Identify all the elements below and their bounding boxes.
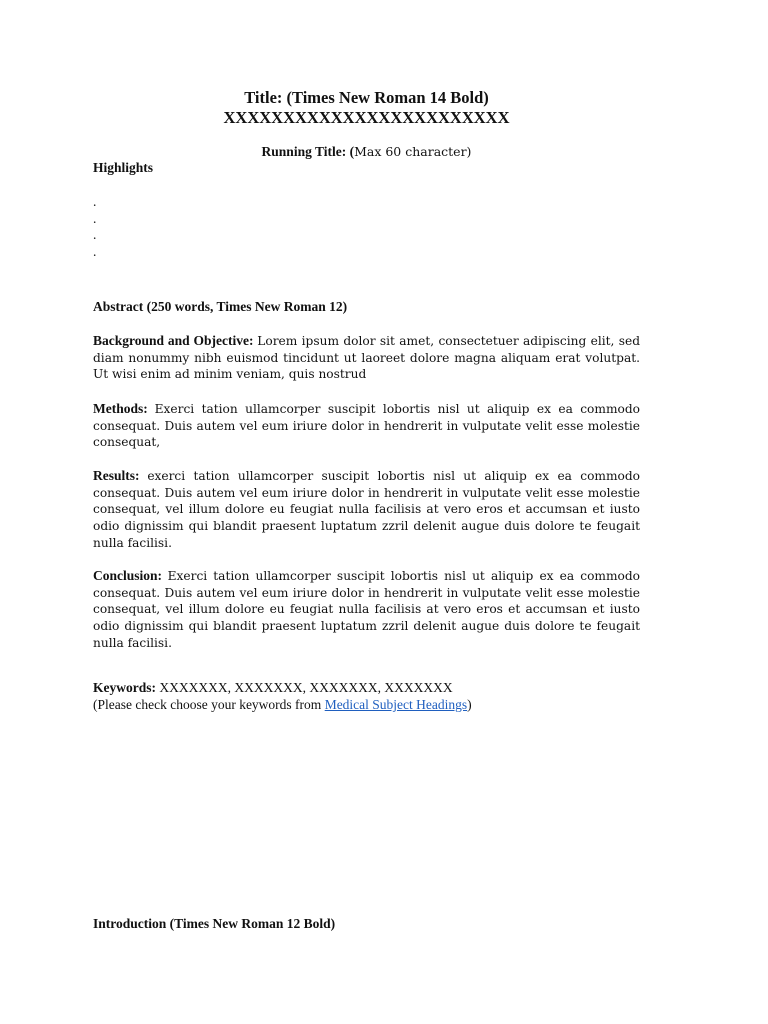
conclusion-label: Conclusion:: [93, 568, 163, 583]
keywords-note: [93, 697, 640, 714]
keywords-label: Keywords:: [93, 680, 156, 695]
keywords-line: [93, 680, 640, 697]
highlights-heading: Highlights: [93, 160, 154, 175]
title-line-2: XXXXXXXXXXXXXXXXXXXXXXXX: [223, 108, 510, 127]
background-text: Lorem ipsum dolor sit amet, consectetuer adipiscing elit, sed diam nonummy nibh euismod tincidunt ut laoreet dolore magna aliquam erat volutpat. Ut wisi enim ad minim veniam, quis nostrud: [93, 334, 641, 382]
introduction-heading: Introduction (Times New Roman 12 Bold): [93, 916, 336, 931]
running-title-label: Running Title: (: [261, 144, 355, 159]
title-line-1: Title: (Times New Roman 14 Bold): [244, 88, 489, 107]
document-title: [93, 88, 640, 128]
running-title: [93, 143, 640, 160]
highlight-bullet: .: [93, 227, 97, 243]
keywords-note-suffix: ): [467, 696, 472, 712]
highlight-bullet: .: [93, 194, 97, 209]
results-text: exerci tation ullamcorper suscipit lobortis nisl ut aliquip ex ea commodo consequat. Duis autem vel eum iriure dolor in hendrerit in vulputate velit esse molestie consequat, vel illum dolore eu feugiat nulla facilisis at vero eros et accumsan et iusto odio dignissim qui blandit praesent luptatum zzril delenit augue duis dolore te feugait nulla facilisi.: [93, 469, 640, 550]
conclusion-paragraph: [93, 568, 640, 652]
highlight-bullet: .: [93, 244, 97, 260]
keywords-note-prefix: (Please check choose your keywords from: [93, 696, 325, 712]
keywords-values: XXXXXXX, XXXXXXX, XXXXXXX, XXXXXXX: [159, 680, 453, 695]
methods-label: Methods:: [93, 401, 148, 416]
background-paragraph: [93, 333, 640, 383]
results-label: Results:: [93, 468, 140, 483]
methods-text: Exerci tation ullamcorper suscipit lobortis nisl ut aliquip ex ea commodo consequat. Duis autem vel eum iriure dolor in hendrerit in vulputate velit esse molestie consequat,: [93, 402, 640, 450]
highlights-list: [93, 194, 96, 261]
highlight-bullet: .: [93, 210, 97, 226]
abstract-heading: Abstract (250 words, Times New Roman 12): [93, 299, 348, 314]
conclusion-text: Exerci tation ullamcorper suscipit lobortis nisl ut aliquip ex ea commodo consequat. Duis autem vel eum iriure dolor in hendrerit in vulputate velit esse molestie consequat, vel illum dolore eu feugiat nulla facilisis at vero eros et accumsan et iusto odio dignissim qui blandit praesent luptatum zzril delenit augue duis dolore te feugait nulla facilisi.: [93, 569, 640, 650]
results-paragraph: [93, 468, 640, 552]
background-label: Background and Objective:: [93, 333, 254, 348]
mesh-link[interactable]: Medical Subject Headings: [324, 696, 468, 712]
methods-paragraph: [93, 401, 640, 451]
keywords-section: [93, 680, 640, 713]
running-title-note: Max 60 character): [354, 144, 472, 159]
